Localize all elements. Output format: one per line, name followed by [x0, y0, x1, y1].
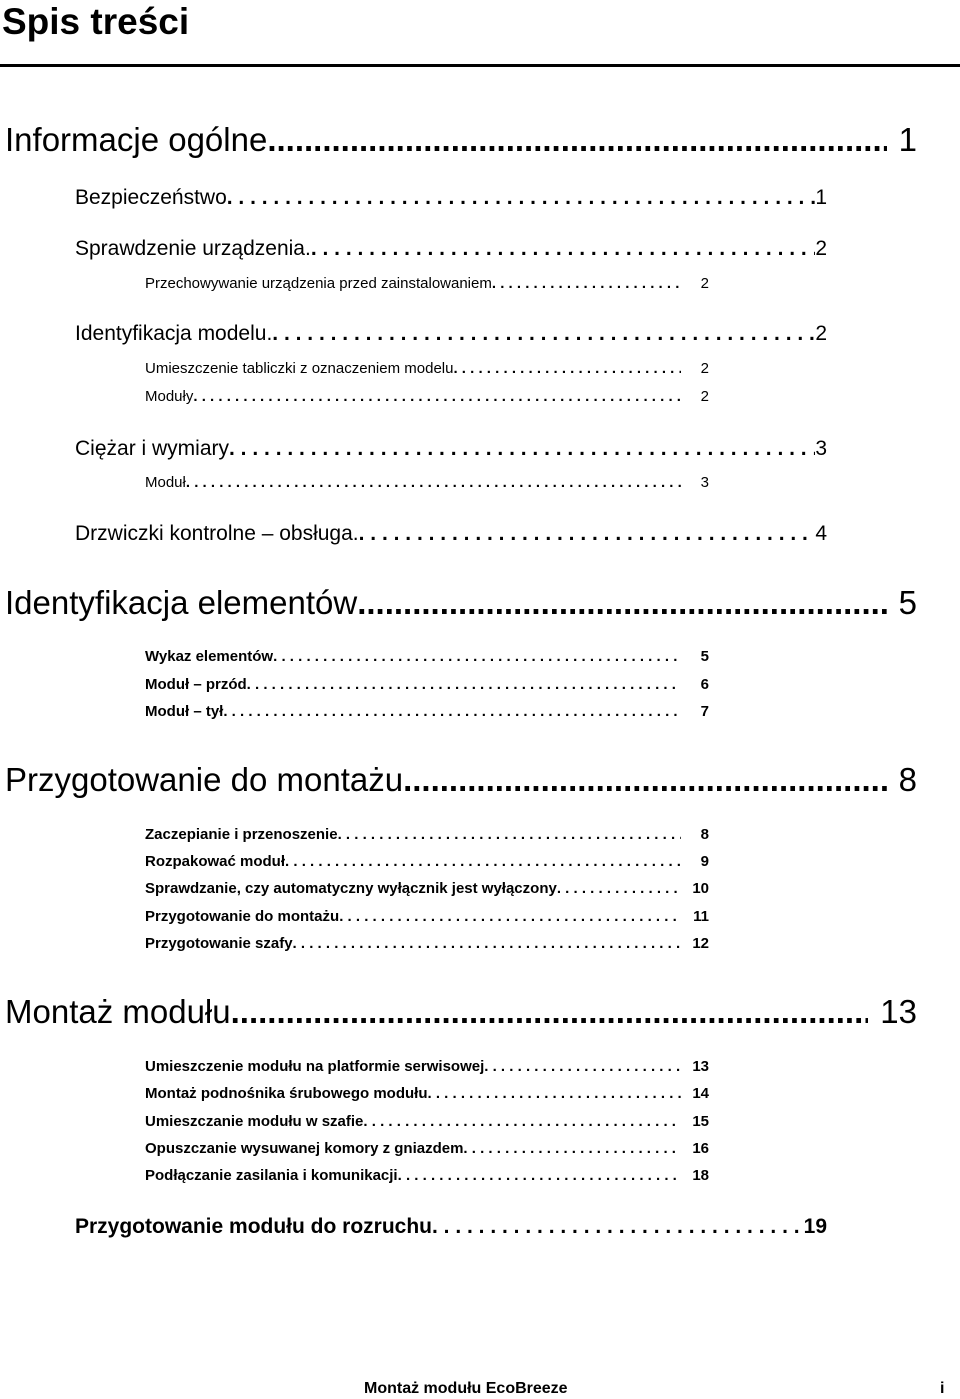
toc-page-number: 2 [700, 388, 709, 405]
toc-chapter-informacje-ogolne[interactable] [5, 120, 917, 160]
toc-page-number: 15 [692, 1113, 709, 1130]
toc-subsection-wykaz-elementow[interactable] [145, 646, 709, 668]
toc-leader-dots [193, 386, 681, 408]
toc-subsection-title: Opuszczanie wysuwanej komory z gniazdem [145, 1140, 464, 1157]
footer-page-number: i [940, 1380, 945, 1397]
toc-leader-dots [247, 674, 681, 696]
toc-leader-dots [285, 851, 681, 873]
toc-subsection-umieszczanie-w-szafie[interactable] [145, 1111, 709, 1133]
toc-subsection-przygotowanie-do-montazu[interactable] [145, 906, 709, 928]
toc-section-title: Przygotowanie modułu do rozruchu [75, 1215, 432, 1238]
toc-page-number: 9 [700, 853, 709, 870]
toc-subsection-title: Umieszczanie modułu w szafie [145, 1113, 364, 1130]
toc-page-number: 5 [898, 584, 917, 621]
toc-section-ciezar-i-wymiary[interactable] [75, 435, 827, 463]
toc-leader-dots [463, 1138, 681, 1160]
toc-section-title: Ciężar i wymiary [75, 437, 230, 460]
toc-leader-dots [484, 1056, 681, 1078]
toc-leader-dots [359, 520, 816, 548]
toc-page-number: 12 [692, 935, 709, 952]
toc-leader-dots [223, 701, 681, 723]
toc-section-title: Sprawdzenie urządzenia. [75, 237, 311, 260]
toc-leader-dots [432, 1213, 804, 1241]
toc-page-number: 11 [693, 908, 709, 925]
toc-page-number: 13 [692, 1058, 709, 1075]
toc-subsection-modul-tyl[interactable] [145, 701, 709, 723]
toc-subsection-moduly[interactable] [145, 386, 709, 408]
toc-subsection-modul[interactable] [145, 472, 709, 494]
toc-page-number: 3 [815, 437, 827, 460]
toc-section-title: Identyfikacja modelu. [75, 322, 273, 345]
toc-page-number: 1 [898, 121, 917, 158]
toc-page-number: 2 [700, 360, 709, 377]
toc-section-bezpieczenstwo[interactable] [75, 184, 827, 212]
toc-page-number: 2 [815, 237, 827, 260]
toc-page-number: 18 [692, 1167, 709, 1184]
toc-subsection-title: Moduł – tył [145, 703, 224, 720]
toc-page-number: 2 [815, 322, 827, 345]
toc-page-number: 1 [815, 186, 827, 209]
toc-leader-dots [492, 273, 681, 295]
toc-subsection-przechowywanie[interactable] [145, 273, 709, 295]
toc-leader-dots [231, 992, 869, 1032]
toc-section-title: Bezpieczeństwo [75, 186, 227, 209]
page-title: Spis treści [2, 1, 190, 42]
toc-subsection-umieszczenie-na-platformie[interactable] [145, 1056, 709, 1078]
toc-leader-dots [229, 435, 815, 463]
toc-chapter-title: Przygotowanie do montażu [5, 761, 404, 798]
toc-subsection-title: Przygotowanie szafy [145, 935, 293, 952]
toc-subsection-title: Przechowywanie urządzenia przed zainstalowaniem [145, 275, 492, 292]
toc-page-number: 7 [700, 703, 709, 720]
toc-subsection-title: Umieszczenie tabliczki z oznaczeniem modelu [145, 360, 454, 377]
toc-chapter-montaz-modulu[interactable] [5, 992, 917, 1032]
toc-leader-dots [272, 320, 815, 348]
toc-subsection-zaczepianie[interactable] [145, 824, 709, 846]
toc-subsection-title: Umieszczenie modułu na platformie serwisowej [145, 1058, 485, 1075]
toc-leader-dots [357, 583, 886, 623]
toc-section-przygotowanie-do-rozruchu[interactable] [75, 1213, 827, 1241]
toc-subsection-title: Wykaz elementów [145, 648, 274, 665]
toc-page-number: 8 [898, 761, 917, 798]
toc-page-number: 8 [700, 826, 709, 843]
toc-chapter-title: Identyfikacja elementów [5, 584, 358, 621]
toc-subsection-title: Rozpakować moduł [145, 853, 286, 870]
toc-chapter-title: Montaż modułu [5, 993, 231, 1030]
toc-leader-dots [339, 906, 681, 928]
footer-document-title: Montaż modułu EcoBreeze [364, 1380, 568, 1397]
toc-leader-dots [273, 646, 681, 668]
toc-subsection-przygotowanie-szafy[interactable] [145, 933, 709, 955]
toc-leader-dots [267, 120, 886, 160]
toc-section-sprawdzenie-urzadzenia[interactable] [75, 235, 827, 263]
toc-leader-dots [227, 184, 816, 212]
toc-subsection-title: Moduł – przód [145, 676, 247, 693]
toc-page-number: 4 [815, 522, 827, 545]
toc-subsection-umieszczenie-tabliczki[interactable] [145, 358, 709, 380]
toc-leader-dots [363, 1111, 681, 1133]
toc-page-number: 16 [692, 1140, 709, 1157]
toc-page-number: 13 [880, 993, 917, 1030]
toc-subsection-title: Podłączanie zasilania i komunikacji [145, 1167, 398, 1184]
toc-leader-dots [398, 1165, 681, 1187]
toc-page-number: 5 [700, 648, 709, 665]
toc-subsection-title: Moduły [145, 388, 194, 405]
toc-subsection-title: Montaż podnośnika śrubowego modułu [145, 1085, 428, 1102]
toc-subsection-montaz-podnosnika[interactable] [145, 1083, 709, 1105]
toc-subsection-title: Przygotowanie do montażu [145, 908, 340, 925]
toc-chapter-przygotowanie-do-montazu[interactable] [5, 760, 917, 800]
toc-leader-dots [338, 824, 681, 846]
toc-leader-dots [453, 358, 681, 380]
toc-subsection-podlaczanie-zasilania[interactable] [145, 1165, 709, 1187]
toc-leader-dots [403, 760, 887, 800]
toc-subsection-title: Moduł [145, 474, 186, 491]
toc-chapter-identyfikacja-elementow[interactable] [5, 583, 917, 623]
toc-subsection-modul-przod[interactable] [145, 674, 709, 696]
toc-leader-dots [293, 933, 681, 955]
toc-section-title: Drzwiczki kontrolne – obsługa. [75, 522, 359, 545]
toc-subsection-opuszczanie-komory[interactable] [145, 1138, 709, 1160]
toc-page-number: 14 [692, 1085, 709, 1102]
toc-page-number: 2 [700, 275, 709, 292]
toc-section-drzwiczki-kontrolne[interactable] [75, 520, 827, 548]
toc-page-number: 6 [700, 676, 709, 693]
toc-leader-dots [557, 878, 681, 900]
toc-leader-dots [428, 1083, 682, 1105]
toc-subsection-sprawdzanie-wylacznika[interactable] [145, 878, 709, 900]
toc-subsection-title: Sprawdzanie, czy automatyczny wyłącznik jest wyłączony [145, 880, 557, 897]
toc-chapter-title: Informacje ogólne [5, 121, 268, 158]
toc-page-number: 3 [700, 474, 709, 491]
toc-section-identyfikacja-modelu[interactable] [75, 320, 827, 348]
toc-page-number: 19 [803, 1215, 827, 1238]
toc-page-number: 10 [692, 880, 709, 897]
toc-leader-dots [186, 472, 681, 494]
toc-subsection-title: Zaczepianie i przenoszenie [145, 826, 338, 843]
toc-subsection-rozpakowac-modul[interactable] [145, 851, 709, 873]
toc-leader-dots [311, 235, 816, 263]
